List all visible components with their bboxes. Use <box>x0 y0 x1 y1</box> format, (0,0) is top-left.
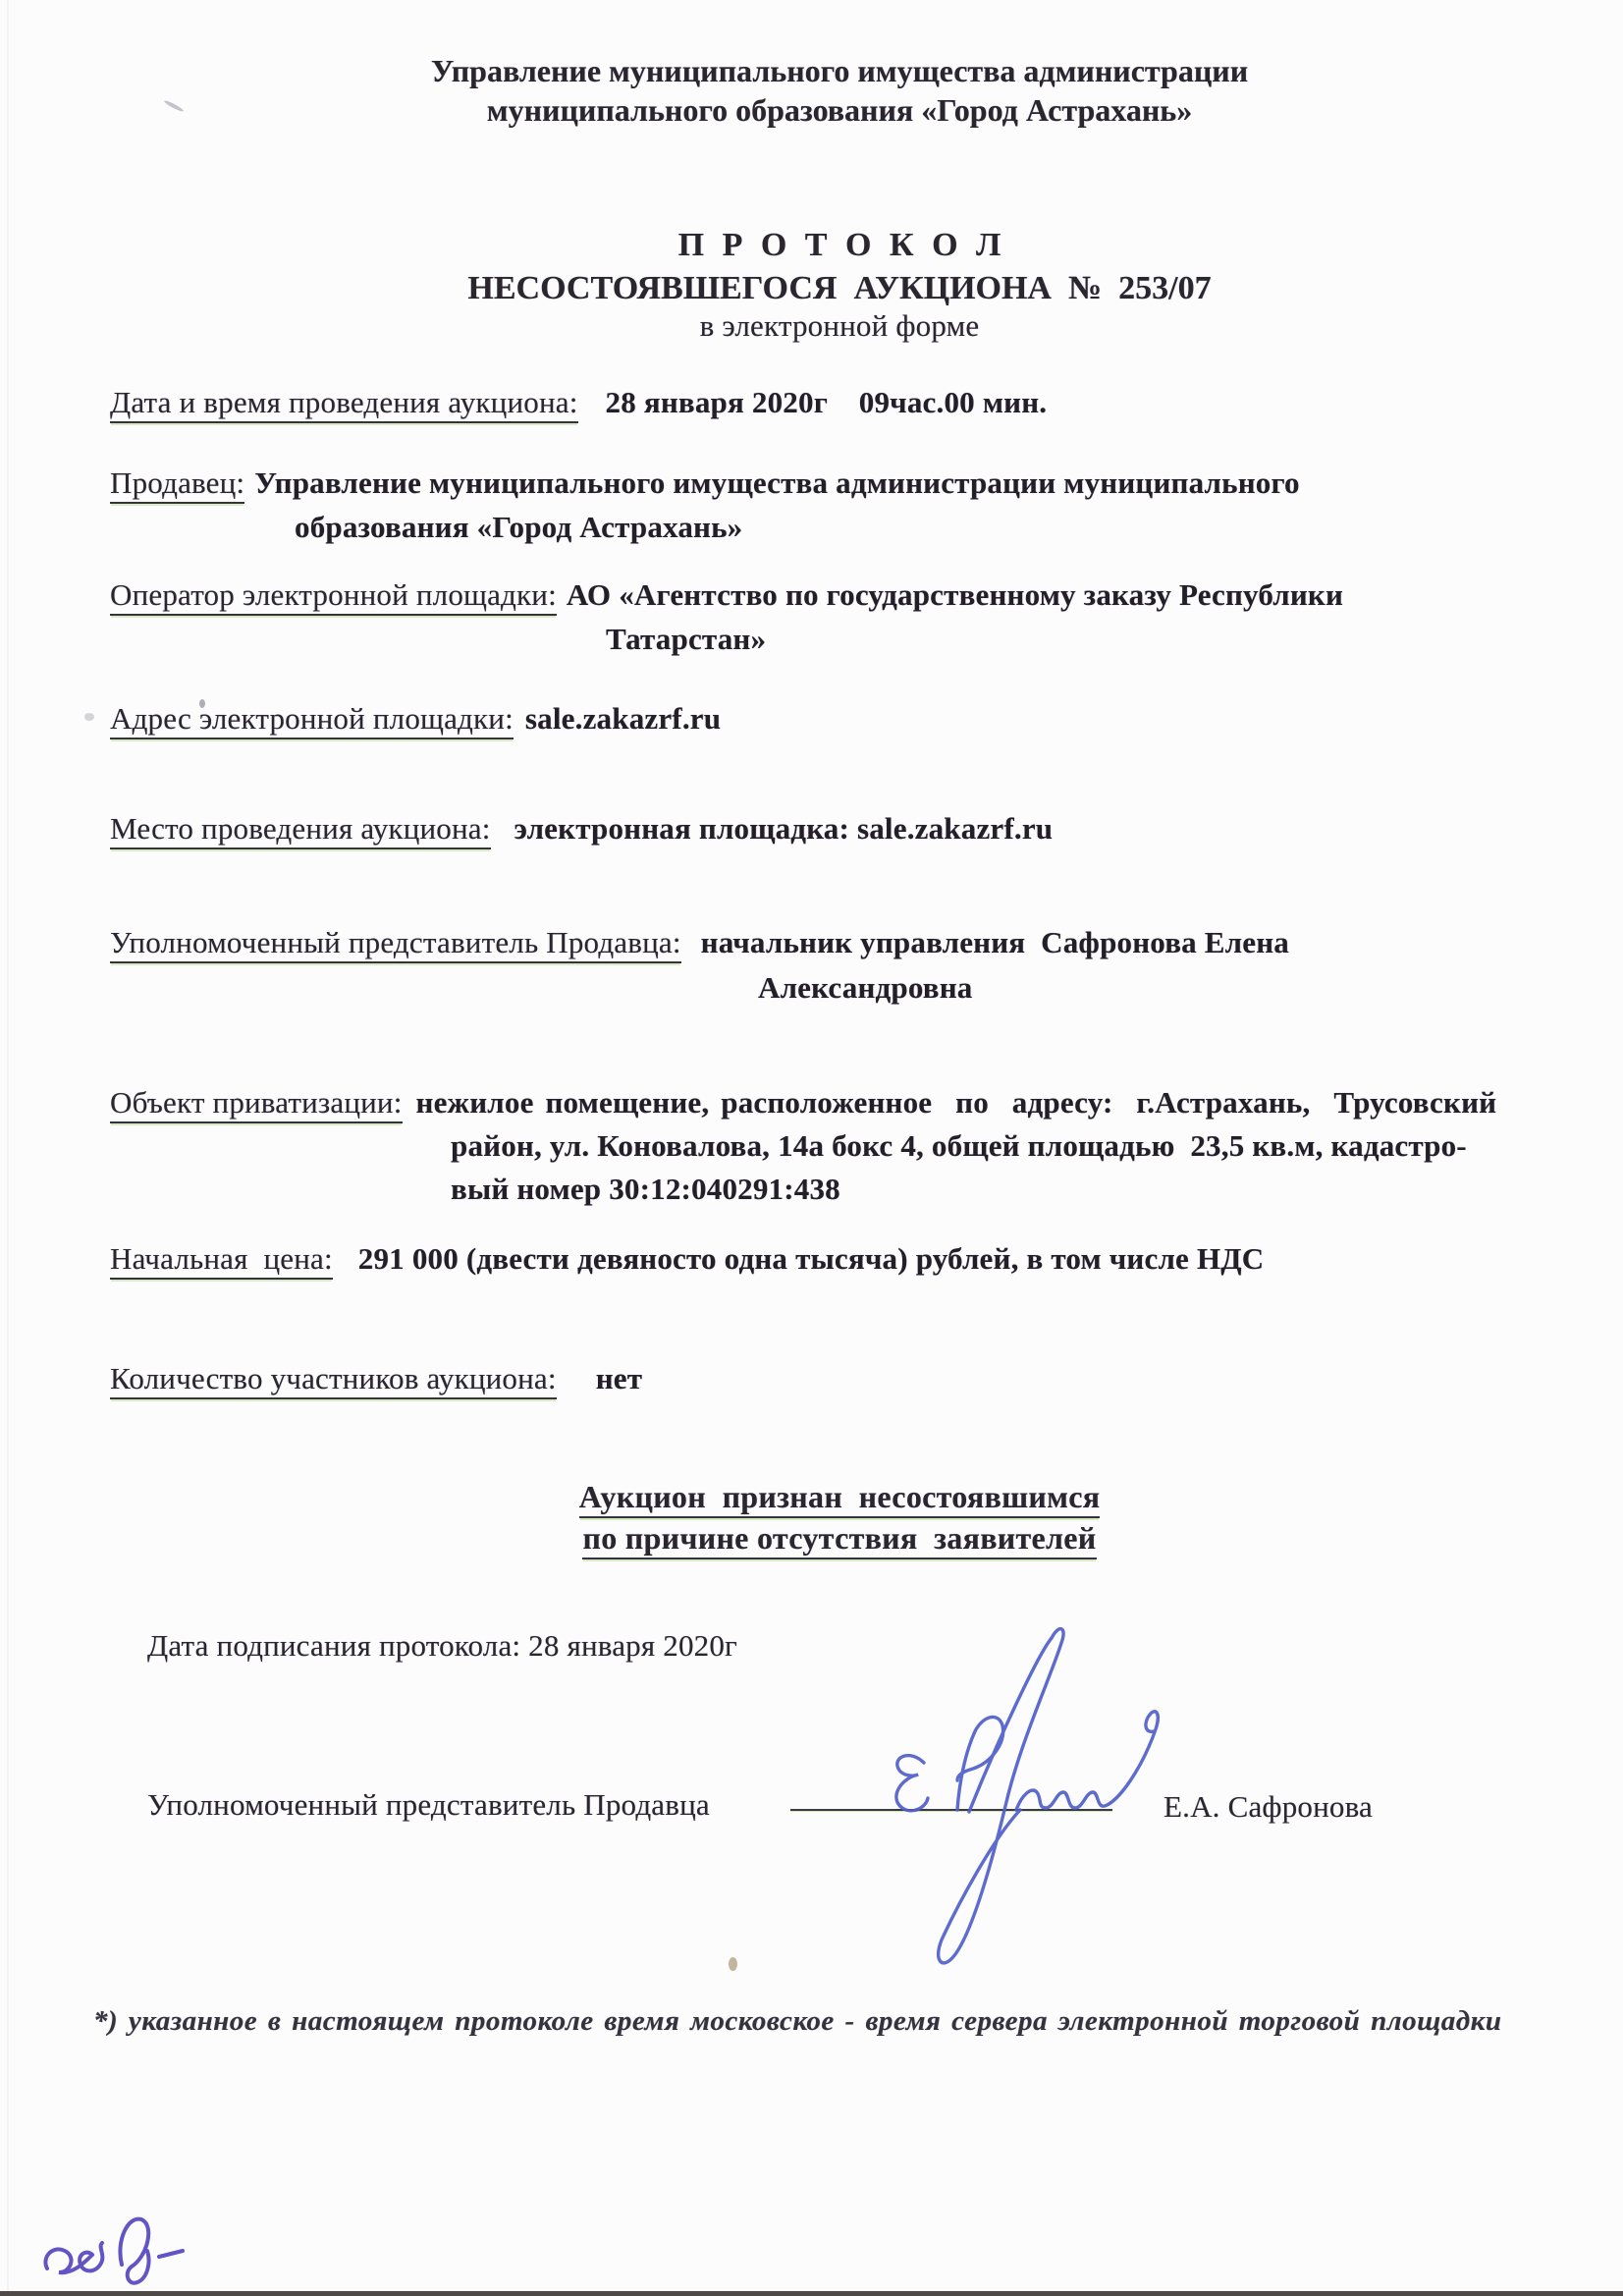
field-starting-price-label: Начальная цена: <box>110 1241 333 1280</box>
declaration-line2: по причине отсутствия заявителей <box>128 1520 1551 1557</box>
doc-title-line3: в электронной форме <box>699 308 980 343</box>
field-seller-value-line1: Управление муниципального имущества администрации муниципального <box>254 465 1300 500</box>
signing-date-line: Дата подписания протокола: 28 января 2020г <box>147 1628 737 1663</box>
field-auction-place-label: Место проведения аукциона: <box>110 811 491 849</box>
field-participants-count <box>110 1361 642 1396</box>
field-privatization-object <box>110 1085 1496 1121</box>
field-auction-place <box>110 811 1053 847</box>
field-auction-place-value: электронная площадка: sale.zakazrf.ru <box>514 811 1054 846</box>
scan-smudge-left <box>84 713 94 721</box>
org-header <box>128 51 1551 130</box>
field-seller <box>110 465 1300 501</box>
representative-label: Уполномоченный представитель Продавца <box>147 1787 710 1822</box>
scan-speck-mid <box>199 699 205 708</box>
field-privatization-object-label: Объект приватизации: <box>110 1085 403 1123</box>
field-seller-representative <box>110 925 1289 960</box>
scan-edge-bottom <box>0 2291 1623 2296</box>
field-participants-count-label: Количество участников аукциона: <box>110 1361 557 1399</box>
scan-speck-brown <box>729 1957 737 1971</box>
field-privatization-object-value-line3: вый номер 30:12:040291:438 <box>451 1172 840 1206</box>
declaration-line1: Аукцион признан несостоявшимся <box>128 1479 1551 1515</box>
field-starting-price-value: 291 000 (двести девяносто одна тысяча) рублей, в том числе НДС <box>357 1241 1265 1276</box>
org-name-line1: Управление муниципального имущества администрации <box>430 53 1249 88</box>
paraph-signature-ink <box>37 2208 209 2296</box>
field-platform-address-value: sale.zakazrf.ru <box>524 701 722 736</box>
representative-signature-ink <box>859 1615 1193 1989</box>
field-privatization-object-value-line2: район, ул. Коновалова, 14а бокс 4, общей площадью 23,5 кв.м, кадастро- <box>451 1128 1467 1163</box>
field-platform-operator-value-line1: АО «Агентство по государственному заказу Республики <box>566 577 1344 612</box>
field-starting-price <box>110 1241 1264 1277</box>
org-name-line2: муниципального образования «Город Астрахань» <box>486 92 1193 128</box>
field-seller-label: Продавец: <box>110 465 244 504</box>
footnote: *) указанное в настоящем протоколе время московское - время сервера электронной торговой площадки <box>93 2005 1502 2037</box>
field-privatization-object-value-line1: нежилое помещение, расположенное по адресу: г.Астрахань, Трусовский <box>415 1085 1497 1120</box>
field-platform-address-label: Адрес электронной площадки: <box>110 701 514 739</box>
scan-edge-left <box>7 0 9 2296</box>
field-platform-operator-label: Оператор электронной площадки: <box>110 577 557 616</box>
representative-name: Е.А. Сафронова <box>1163 1789 1373 1824</box>
field-participants-count-value: нет <box>595 1361 643 1395</box>
field-seller-representative-value-line2: Александровна <box>758 970 973 1005</box>
field-auction-datetime-label: Дата и время проведения аукциона: <box>110 385 578 423</box>
doc-title-line1: П Р О Т О К О Л <box>677 227 1001 263</box>
field-auction-datetime <box>110 385 1047 420</box>
field-seller-representative-value-line1: начальник управления Сафронова Елена <box>700 925 1289 959</box>
field-platform-operator-value-line2: Татарстан» <box>606 622 767 656</box>
field-platform-operator <box>110 577 1343 613</box>
field-auction-datetime-value: 28 января 2020г 09час.00 мин. <box>605 385 1048 419</box>
field-seller-value-line2: образования «Город Астрахань» <box>295 510 743 544</box>
doc-title-line2: НЕСОСТОЯВШЕГОСЯ АУКЦИОНА № 253/07 <box>467 270 1212 306</box>
field-seller-representative-label: Уполномоченный представитель Продавца: <box>110 925 681 963</box>
